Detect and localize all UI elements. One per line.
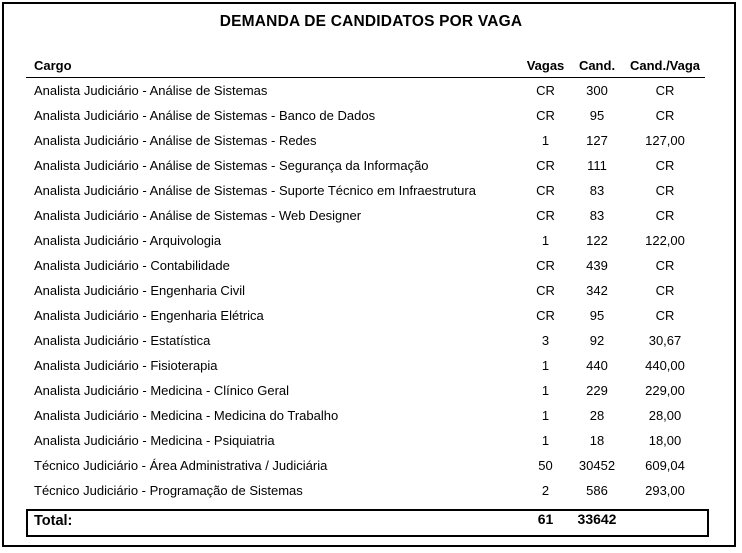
table-row bbox=[0, 183, 742, 208]
table-row bbox=[0, 83, 742, 108]
cell-cand: 440 bbox=[586, 358, 608, 373]
table-row bbox=[0, 233, 742, 258]
cell-cand: 122 bbox=[586, 233, 608, 248]
cell-cand-vaga: CR bbox=[655, 183, 675, 198]
cell-vagas: CR bbox=[536, 108, 555, 123]
table-row bbox=[0, 408, 742, 433]
cell-vagas: CR bbox=[536, 258, 555, 273]
cell-cargo: Analista Judiciário - Medicina - Medicina do Trabalho bbox=[34, 408, 339, 423]
table-row bbox=[0, 483, 742, 508]
cell-vagas: CR bbox=[536, 183, 555, 198]
cell-cand: 30452 bbox=[578, 458, 616, 473]
cell-cand: 439 bbox=[586, 258, 608, 273]
cell-vagas: CR bbox=[536, 83, 555, 98]
cell-cand: 28 bbox=[589, 408, 605, 423]
cell-cargo: Analista Judiciário - Análise de Sistemas - Web Designer bbox=[34, 208, 362, 223]
table-row bbox=[0, 333, 742, 358]
cell-cargo: Analista Judiciário - Fisioterapia bbox=[34, 358, 218, 373]
page-title: DEMANDA DE CANDIDATOS POR VAGA bbox=[219, 13, 523, 30]
table-row bbox=[0, 383, 742, 408]
cell-cand: 92 bbox=[589, 333, 605, 348]
cell-vagas: 1 bbox=[541, 383, 550, 398]
cell-vagas: 1 bbox=[541, 358, 550, 373]
cell-cand: 229 bbox=[586, 383, 608, 398]
cell-cand-vaga: 30,67 bbox=[648, 333, 682, 348]
cell-vagas: CR bbox=[536, 208, 555, 223]
table-row bbox=[0, 358, 742, 383]
total-cand: 33642 bbox=[577, 511, 617, 527]
cell-cargo: Analista Judiciário - Estatística bbox=[34, 333, 211, 348]
cell-cand-vaga: CR bbox=[655, 208, 675, 223]
cell-cand: 83 bbox=[589, 183, 605, 198]
cell-vagas: CR bbox=[536, 158, 555, 173]
cell-vagas: 1 bbox=[541, 433, 550, 448]
cell-cargo: Analista Judiciário - Engenharia Elétrica bbox=[34, 308, 264, 323]
cell-cand-vaga: CR bbox=[655, 283, 675, 298]
cell-vagas: 1 bbox=[541, 133, 550, 148]
header-cand: Cand. bbox=[578, 58, 616, 73]
table-row bbox=[0, 108, 742, 133]
cell-cand-vaga: 18,00 bbox=[648, 433, 682, 448]
cell-cand: 586 bbox=[586, 483, 608, 498]
cell-cargo: Analista Judiciário - Análise de Sistemas bbox=[34, 83, 268, 98]
total-label: Total: bbox=[34, 513, 73, 529]
cell-cand-vaga: 28,00 bbox=[648, 408, 682, 423]
table-row bbox=[0, 208, 742, 233]
cell-cargo: Analista Judiciário - Arquivologia bbox=[34, 233, 222, 248]
cell-cand-vaga: 127,00 bbox=[645, 133, 685, 148]
cell-cand-vaga: CR bbox=[655, 258, 675, 273]
cell-cand-vaga: CR bbox=[655, 158, 675, 173]
cell-cand: 95 bbox=[589, 308, 605, 323]
cell-cand: 18 bbox=[589, 433, 605, 448]
header-cand-vaga: Cand./Vaga bbox=[629, 58, 701, 73]
cell-vagas: 50 bbox=[538, 458, 553, 473]
cell-cand-vaga: 609,04 bbox=[645, 458, 685, 473]
cell-cargo: Técnico Judiciário - Programação de Sistemas bbox=[34, 483, 303, 498]
cell-cargo: Analista Judiciário - Medicina - Clínico Geral bbox=[34, 383, 290, 398]
header-cargo: Cargo bbox=[34, 58, 72, 73]
cell-vagas: 1 bbox=[541, 233, 550, 248]
cell-cargo: Analista Judiciário - Contabilidade bbox=[34, 258, 230, 273]
cell-vagas: CR bbox=[536, 308, 555, 323]
cell-cand-vaga: 229,00 bbox=[645, 383, 685, 398]
cell-vagas: 1 bbox=[541, 408, 550, 423]
cell-cand: 111 bbox=[587, 158, 607, 173]
cell-cand-vaga: CR bbox=[655, 308, 675, 323]
table-row bbox=[0, 258, 742, 283]
table-row bbox=[0, 158, 742, 183]
cell-cargo: Analista Judiciário - Análise de Sistemas - Redes bbox=[34, 133, 317, 148]
table-row bbox=[0, 433, 742, 458]
cell-cand-vaga: 440,00 bbox=[645, 358, 685, 373]
table-row bbox=[0, 458, 742, 483]
cell-cand: 127 bbox=[586, 133, 608, 148]
cell-cand: 95 bbox=[589, 108, 605, 123]
total-vagas: 61 bbox=[537, 511, 554, 527]
cell-cargo: Analista Judiciário - Análise de Sistemas - Banco de Dados bbox=[34, 108, 376, 123]
header-divider bbox=[26, 77, 705, 78]
cell-cand: 83 bbox=[589, 208, 605, 223]
cell-cargo: Analista Judiciário - Análise de Sistemas - Segurança da Informação bbox=[34, 158, 429, 173]
cell-cargo: Analista Judiciário - Engenharia Civil bbox=[34, 283, 245, 298]
cell-vagas: 3 bbox=[541, 333, 550, 348]
table-row bbox=[0, 133, 742, 158]
cell-cand-vaga: CR bbox=[655, 83, 675, 98]
cell-vagas: 2 bbox=[541, 483, 550, 498]
cell-cand-vaga: 293,00 bbox=[645, 483, 685, 498]
table-row bbox=[0, 308, 742, 333]
table-row bbox=[0, 283, 742, 308]
cell-cargo: Analista Judiciário - Análise de Sistemas - Suporte Técnico em Infraestrutura bbox=[34, 183, 476, 198]
cell-cand: 342 bbox=[586, 283, 608, 298]
cell-cand-vaga: CR bbox=[655, 108, 675, 123]
cell-cargo: Técnico Judiciário - Área Administrativa / Judiciária bbox=[34, 458, 328, 473]
cell-vagas: CR bbox=[536, 283, 555, 298]
cell-cargo: Analista Judiciário - Medicina - Psiquiatria bbox=[34, 433, 275, 448]
cell-cand-vaga: 122,00 bbox=[645, 233, 685, 248]
header-vagas: Vagas bbox=[526, 58, 565, 73]
cell-cand: 300 bbox=[586, 83, 608, 98]
